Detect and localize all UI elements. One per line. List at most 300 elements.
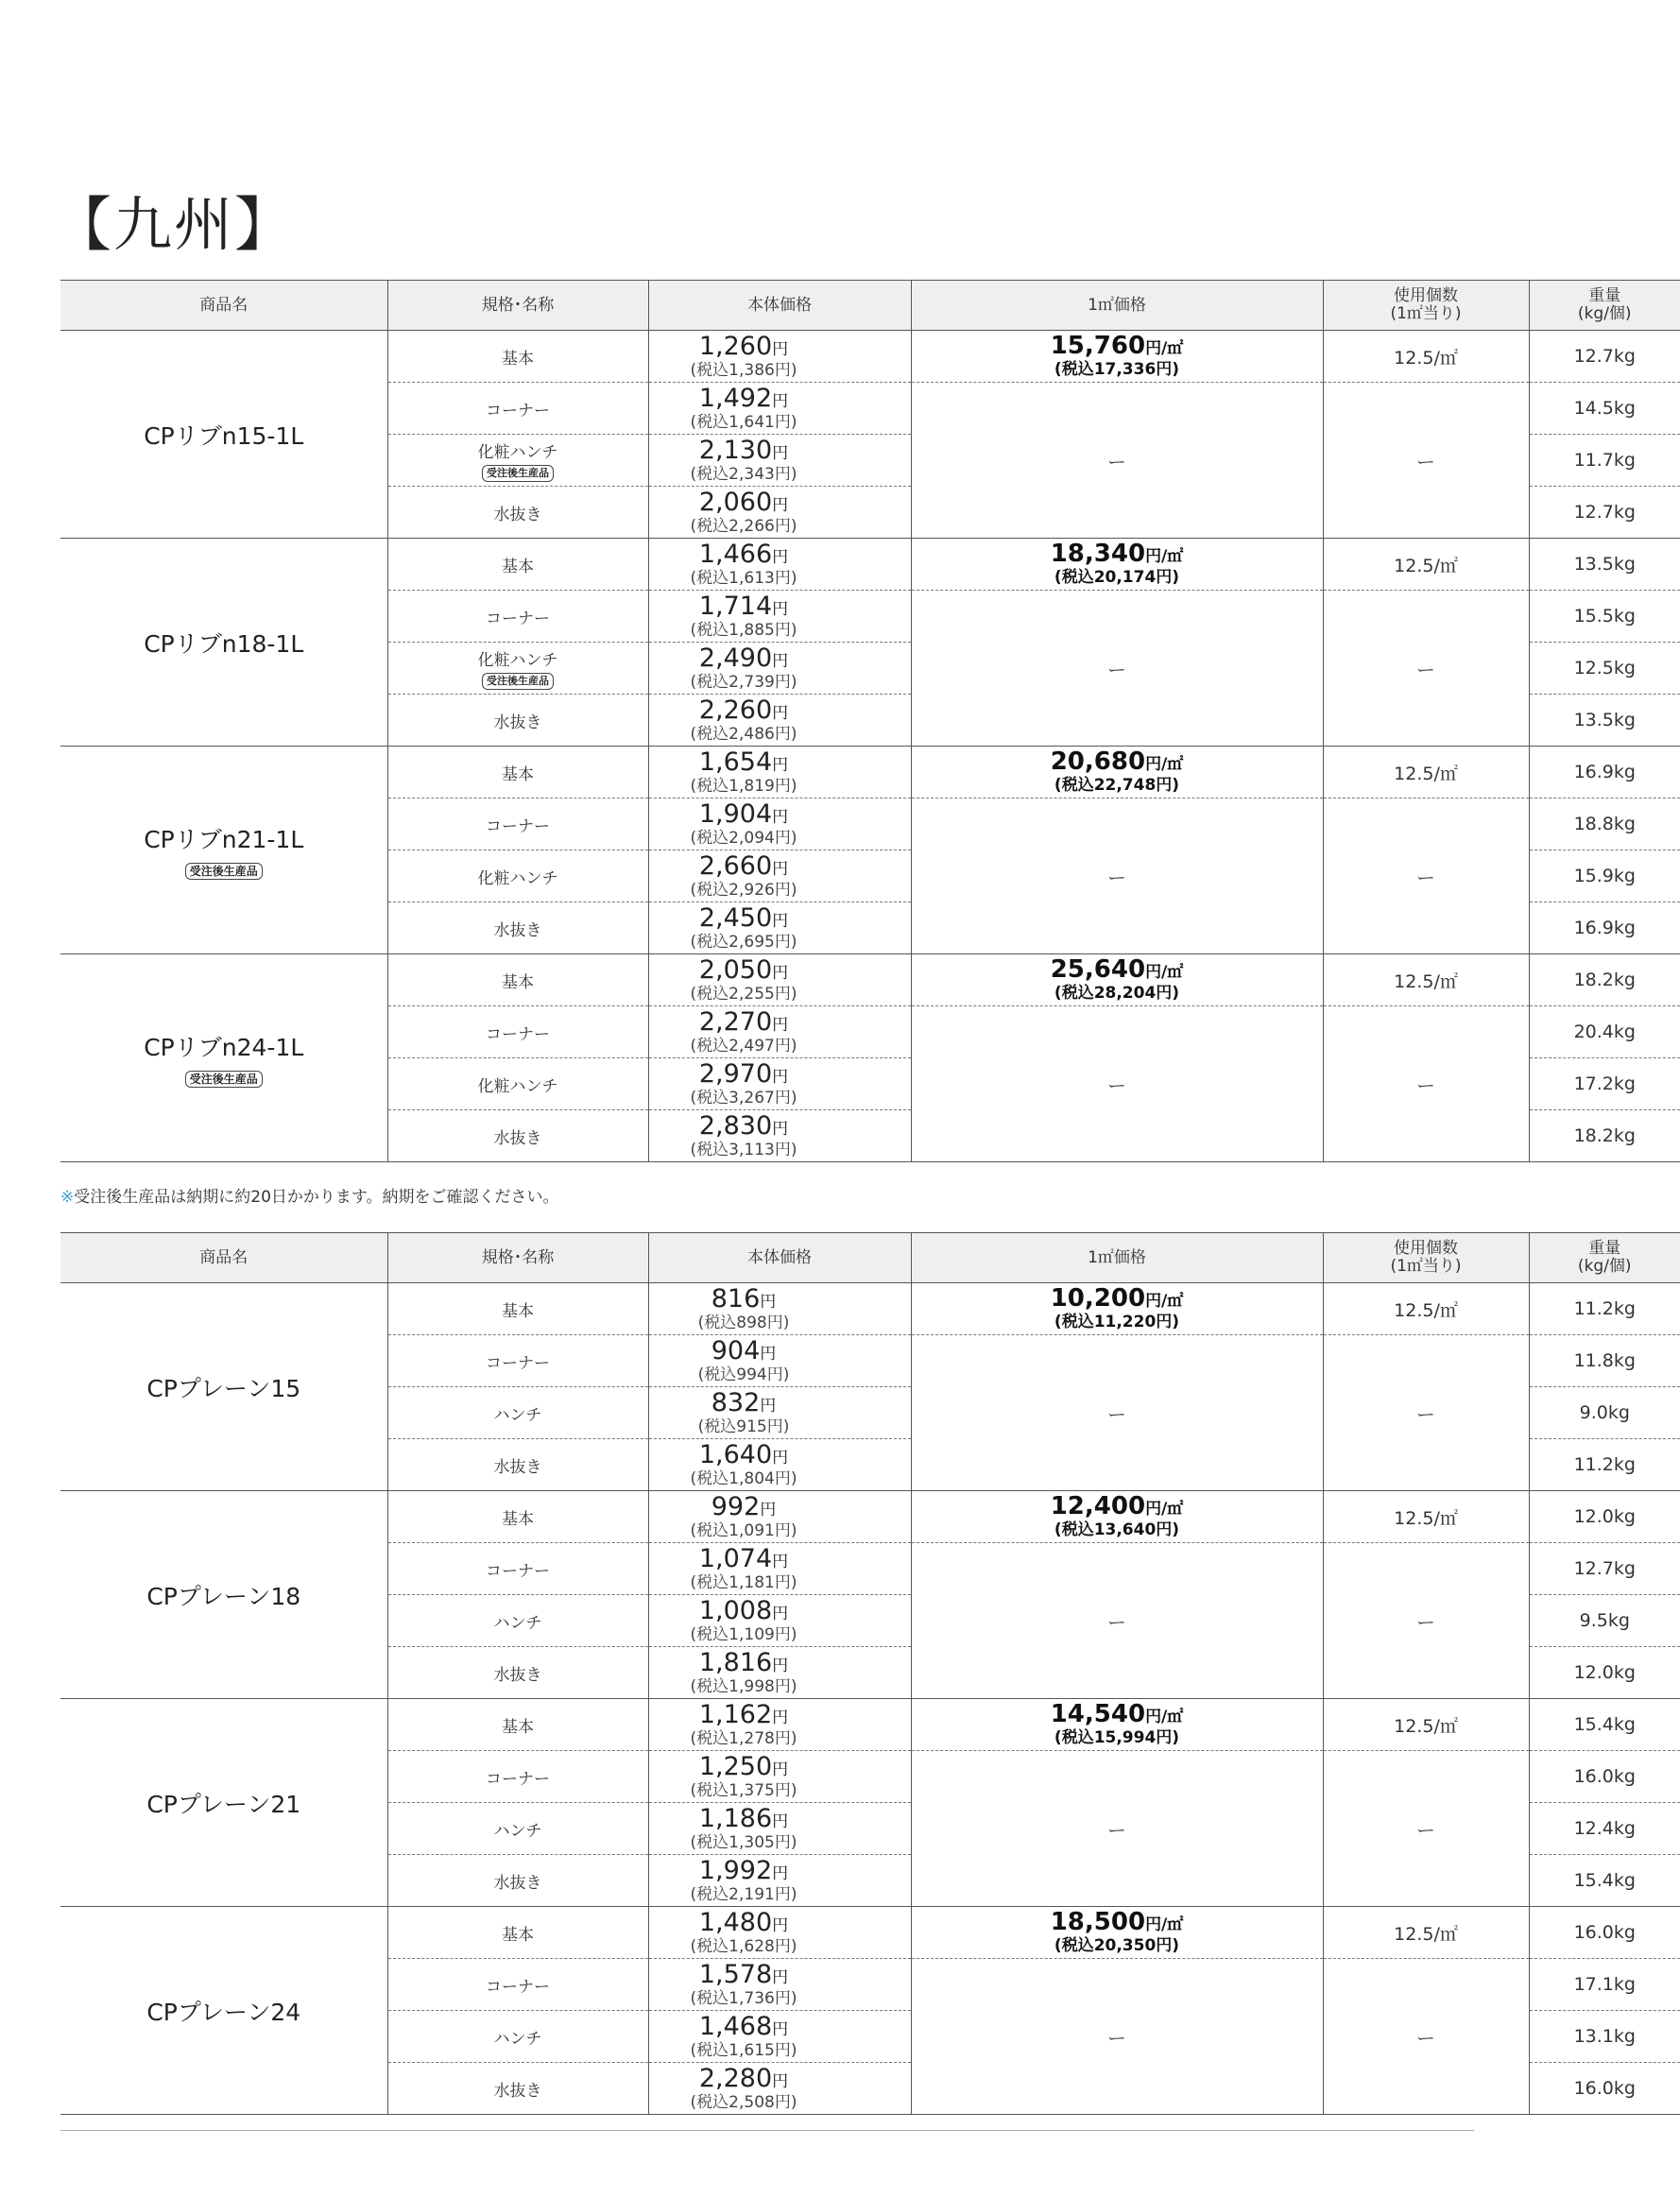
weight-value: 12.7kg: [1573, 346, 1636, 367]
weight-cell: [1529, 1283, 1680, 1335]
uses-value: 12.5/㎡: [1394, 763, 1458, 784]
price-tax-included: (税込1,998円): [690, 1676, 797, 1696]
weight-cell: [1529, 1647, 1680, 1699]
table-row: [60, 539, 1680, 591]
sqm-price-na: [911, 1751, 1323, 1907]
sqm-price-tax-included: (税込15,994円): [1054, 1728, 1180, 1747]
weight-cell: [1529, 1543, 1680, 1595]
product-name-cell: [60, 331, 387, 539]
price-cell: [648, 2011, 911, 2063]
spec-cell: [387, 331, 648, 383]
weight-value: 16.0kg: [1573, 1922, 1636, 1943]
weight-value: 12.0kg: [1573, 1506, 1636, 1527]
yen-unit: 円: [760, 1344, 777, 1364]
uses-value: 12.5/㎡: [1394, 555, 1458, 576]
spec-label: コーナー: [486, 1769, 550, 1789]
spec-label: 水抜き: [493, 920, 542, 940]
product-name: CPリブn15-1L: [144, 421, 304, 450]
price-tax-included: (税込1,885円): [690, 620, 797, 640]
price-value: 2,280: [698, 2063, 773, 2093]
price-tax-included: (税込915円): [697, 1417, 790, 1436]
price-tax-included: (税込2,266円): [690, 516, 797, 536]
spec-label: ハンチ: [493, 1821, 542, 1841]
made-to-order-badge: 受注後生産品: [482, 465, 554, 482]
weight-value: 16.9kg: [1573, 762, 1636, 782]
price-table-plain: [60, 1232, 1680, 2115]
price-tax-included: (税込3,267円): [690, 1088, 797, 1108]
yen-unit: 円: [772, 807, 789, 827]
spec-label: 基本: [502, 972, 534, 992]
spec-cell: [387, 747, 648, 798]
price-cell: [648, 1803, 911, 1855]
weight-cell: [1529, 1803, 1680, 1855]
dash-text: ー: [1416, 1402, 1435, 1426]
dash-text: ー: [1107, 1818, 1126, 1842]
weight-value: 15.5kg: [1573, 606, 1636, 627]
price-tax-included: (税込1,375円): [690, 1780, 797, 1800]
spec-label: 水抜き: [493, 1873, 542, 1893]
sqm-price-na: [911, 1959, 1323, 2115]
price-tax-included: (税込1,736円): [690, 1988, 797, 2008]
spec-label: 基本: [502, 1509, 534, 1529]
weight-value: 11.2kg: [1573, 1298, 1636, 1319]
weight-cell: [1529, 1387, 1680, 1439]
uses-value: 12.5/㎡: [1394, 1299, 1458, 1321]
spec-cell: [387, 1959, 648, 2011]
weight-value: 18.8kg: [1573, 814, 1636, 834]
table-row: [60, 747, 1680, 798]
price-cell: [648, 1491, 911, 1543]
weight-value: 16.0kg: [1573, 2078, 1636, 2099]
uses-per-sqm: [1323, 1283, 1529, 1335]
uses-na: [1323, 1959, 1529, 2115]
spec-label: コーナー: [486, 1024, 550, 1044]
weight-value: 16.9kg: [1573, 918, 1636, 938]
uses-value: 12.5/㎡: [1394, 970, 1458, 992]
weight-value: 15.4kg: [1573, 1714, 1636, 1735]
spec-cell: [387, 850, 648, 902]
spec-label: コーナー: [486, 401, 550, 421]
dash-text: ー: [1107, 2026, 1126, 2050]
price-value: 1,578: [698, 1959, 773, 1989]
header-weight: [1529, 281, 1680, 331]
sqm-price-na: [911, 383, 1323, 539]
spec-cell: [387, 487, 648, 539]
header-spec: [387, 1233, 648, 1283]
yen-unit: 円: [772, 1760, 789, 1779]
header-uses-text: (1㎡当り): [1390, 1257, 1462, 1276]
uses-na: [1323, 383, 1529, 539]
weight-value: 14.5kg: [1573, 398, 1636, 419]
weight-value: 15.9kg: [1573, 866, 1636, 886]
weight-value: 12.0kg: [1573, 1662, 1636, 1683]
product-name-cell: [60, 539, 387, 747]
sqm-price-tax-included: (税込22,748円): [1054, 776, 1180, 795]
weight-cell: [1529, 1751, 1680, 1803]
header-sqm-price-text: 1㎡価格: [1088, 295, 1146, 315]
yen-per-sqm-unit: 円/㎡: [1145, 1292, 1184, 1311]
weight-value: 16.0kg: [1573, 1766, 1636, 1787]
spec-label: コーナー: [486, 1353, 550, 1373]
dash-text: ー: [1416, 1073, 1435, 1097]
price-tax-included: (税込1,109円): [690, 1624, 797, 1644]
yen-unit: 円: [772, 1067, 789, 1087]
price-tax-included: (税込1,091円): [690, 1520, 797, 1540]
uses-na: [1323, 798, 1529, 954]
price-value: 2,130: [698, 435, 773, 465]
sqm-price-na: [911, 591, 1323, 747]
price-cell: [648, 1907, 911, 1959]
spec-cell: [387, 1543, 648, 1595]
price-cell: [648, 747, 911, 798]
sqm-price-cell: [911, 1907, 1323, 1959]
price-value: 1,008: [698, 1595, 773, 1625]
price-cell: [648, 591, 911, 643]
weight-cell: [1529, 331, 1680, 383]
product-name: CPプレーン15: [146, 1374, 301, 1402]
weight-cell: [1529, 798, 1680, 850]
uses-per-sqm: [1323, 1491, 1529, 1543]
note-text: 受注後生産品は納期に約20日かかります。納期をご確認ください。: [74, 1188, 559, 1207]
uses-per-sqm: [1323, 1907, 1529, 1959]
spec-cell: [387, 643, 648, 695]
price-value: 1,466: [698, 539, 773, 569]
yen-unit: 円: [772, 859, 789, 879]
weight-cell: [1529, 747, 1680, 798]
yen-unit: 円: [772, 2071, 789, 2091]
spec-cell: [387, 1699, 648, 1751]
yen-unit: 円: [772, 443, 789, 463]
weight-value: 15.4kg: [1573, 1870, 1636, 1891]
spec-cell: [387, 1283, 648, 1335]
price-cell: [648, 850, 911, 902]
weight-value: 18.2kg: [1573, 970, 1636, 990]
table-end-line: [60, 2130, 1474, 2131]
dash-text: ー: [1107, 658, 1126, 681]
header-uses-text: 使用個数: [1394, 1239, 1458, 1258]
weight-cell: [1529, 1058, 1680, 1110]
price-value: 1,904: [698, 798, 773, 829]
uses-per-sqm: [1323, 747, 1529, 798]
dash-text: ー: [1416, 2026, 1435, 2050]
header-row: [60, 281, 1680, 331]
table-row: [60, 1907, 1680, 1959]
dash-text: ー: [1107, 1073, 1126, 1097]
sqm-price-value: 14,540: [1050, 1700, 1146, 1728]
price-value: 1,162: [698, 1699, 773, 1729]
price-cell: [648, 1335, 911, 1387]
weight-value: 9.5kg: [1579, 1610, 1630, 1631]
weight-cell: [1529, 643, 1680, 695]
uses-na: [1323, 591, 1529, 747]
spec-label: 基本: [502, 1717, 534, 1737]
price-cell: [648, 1647, 911, 1699]
price-cell: [648, 1959, 911, 2011]
uses-na: [1323, 1751, 1529, 1907]
spec-cell: [387, 695, 648, 747]
footnote: [60, 1183, 559, 1207]
weight-cell: [1529, 435, 1680, 487]
yen-unit: 円: [772, 1552, 789, 1571]
sqm-price-tax-included: (税込11,220円): [1054, 1313, 1180, 1331]
weight-cell: [1529, 1110, 1680, 1162]
price-tax-included: (税込2,739円): [690, 672, 797, 692]
uses-per-sqm: [1323, 539, 1529, 591]
price-cell: [648, 1543, 911, 1595]
price-value: 1,468: [698, 2011, 773, 2041]
uses-per-sqm: [1323, 954, 1529, 1006]
sqm-price-cell: [911, 331, 1323, 383]
uses-value: 12.5/㎡: [1394, 1507, 1458, 1529]
sqm-price-tax-included: (税込20,350円): [1054, 1936, 1180, 1955]
weight-cell: [1529, 1907, 1680, 1959]
yen-unit: 円: [772, 1812, 789, 1831]
header-sqm-price-text: 1㎡価格: [1088, 1247, 1146, 1267]
product-name: CPプレーン21: [146, 1790, 301, 1818]
price-value: 2,260: [698, 695, 773, 725]
uses-na: [1323, 1543, 1529, 1699]
price-tax-included: (税込1,613円): [690, 568, 797, 588]
price-cell: [648, 1058, 911, 1110]
yen-unit: 円: [772, 1448, 789, 1468]
yen-unit: 円: [772, 339, 789, 359]
yen-per-sqm-unit: 円/㎡: [1145, 547, 1184, 566]
price-value: 2,490: [698, 643, 773, 673]
sqm-price-cell: [911, 1283, 1323, 1335]
weight-cell: [1529, 539, 1680, 591]
price-tax-included: (税込2,926円): [690, 880, 797, 900]
spec-label: コーナー: [486, 816, 550, 836]
price-tax-included: (税込2,094円): [690, 828, 797, 848]
price-tax-included: (税込1,615円): [690, 2040, 797, 2060]
spec-cell: [387, 2011, 648, 2063]
header-uses: [1323, 1233, 1529, 1283]
sqm-price-value: 18,340: [1050, 540, 1146, 568]
spec-label: 化粧ハンチ: [477, 443, 558, 462]
spec-label: コーナー: [486, 1977, 550, 1997]
price-cell: [648, 695, 911, 747]
price-tax-included: (税込2,255円): [690, 984, 797, 1004]
made-to-order-badge: 受注後生産品: [482, 673, 554, 690]
sqm-price-cell: [911, 1699, 1323, 1751]
spec-cell: [387, 1387, 648, 1439]
spec-cell: [387, 902, 648, 954]
yen-unit: 円: [772, 651, 789, 671]
price-value: 816: [711, 1283, 761, 1314]
spec-label: コーナー: [486, 1561, 550, 1581]
price-cell: [648, 1439, 911, 1491]
yen-unit: 円: [772, 963, 789, 983]
price-value: 1,654: [698, 747, 773, 777]
sqm-price-value: 10,200: [1050, 1284, 1146, 1313]
weight-cell: [1529, 1006, 1680, 1058]
weight-value: 12.7kg: [1573, 502, 1636, 523]
header-price-text: 本体価格: [747, 1247, 812, 1267]
price-cell: [648, 2063, 911, 2115]
price-value: 1,480: [698, 1907, 773, 1937]
spec-cell: [387, 1647, 648, 1699]
dash-text: ー: [1416, 450, 1435, 473]
header-uses: [1323, 281, 1529, 331]
price-cell: [648, 1699, 911, 1751]
spec-cell: [387, 1110, 648, 1162]
header-price-text: 本体価格: [747, 295, 812, 315]
sqm-price-na: [911, 1543, 1323, 1699]
dash-text: ー: [1416, 1818, 1435, 1842]
table-row: [60, 331, 1680, 383]
price-cell: [648, 539, 911, 591]
dash-text: ー: [1107, 450, 1126, 473]
spec-label: 化粧ハンチ: [477, 1076, 558, 1096]
price-value: 2,450: [698, 902, 773, 933]
price-tax-included: (税込2,486円): [690, 724, 797, 744]
price-cell: [648, 1595, 911, 1647]
spec-cell: [387, 1751, 648, 1803]
price-tax-included: (税込994円): [697, 1365, 790, 1384]
price-cell: [648, 643, 911, 695]
yen-unit: 円: [772, 2019, 789, 2039]
sqm-price-cell: [911, 539, 1323, 591]
price-cell: [648, 1006, 911, 1058]
price-tax-included: (税込2,343円): [690, 464, 797, 484]
weight-cell: [1529, 591, 1680, 643]
dash-text: ー: [1107, 866, 1126, 889]
spec-label: コーナー: [486, 609, 550, 628]
table-row: [60, 1491, 1680, 1543]
spec-label: 水抜き: [493, 1128, 542, 1148]
spec-label: 基本: [502, 349, 534, 369]
spec-label: ハンチ: [493, 2029, 542, 2049]
header-price: [648, 1233, 911, 1283]
spec-cell: [387, 1595, 648, 1647]
price-cell: [648, 1283, 911, 1335]
weight-value: 12.4kg: [1573, 1818, 1636, 1839]
weight-cell: [1529, 1439, 1680, 1491]
price-tax-included: (税込2,191円): [690, 1884, 797, 1904]
header-row: [60, 1233, 1680, 1283]
weight-value: 9.0kg: [1579, 1402, 1630, 1423]
price-value: 1,260: [698, 331, 773, 361]
price-tax-included: (税込2,508円): [690, 2092, 797, 2112]
price-value: 1,714: [698, 591, 773, 621]
spec-label: 水抜き: [493, 1665, 542, 1685]
weight-value: 11.2kg: [1573, 1454, 1636, 1475]
product-name-cell: [60, 1907, 387, 2115]
yen-unit: 円: [772, 391, 789, 411]
sqm-price-na: [911, 1335, 1323, 1491]
price-tax-included: (税込1,305円): [690, 1832, 797, 1852]
sqm-price-value: 20,680: [1050, 747, 1146, 776]
weight-cell: [1529, 487, 1680, 539]
price-value: 1,492: [698, 383, 773, 413]
weight-cell: [1529, 954, 1680, 1006]
weight-cell: [1529, 383, 1680, 435]
yen-per-sqm-unit: 円/㎡: [1145, 755, 1184, 774]
weight-value: 17.1kg: [1573, 1974, 1636, 1995]
uses-value: 12.5/㎡: [1394, 1923, 1458, 1945]
weight-value: 12.5kg: [1573, 658, 1636, 678]
dash-text: ー: [1107, 1402, 1126, 1426]
spec-cell: [387, 1006, 648, 1058]
yen-unit: 円: [772, 911, 789, 931]
sqm-price-tax-included: (税込20,174円): [1054, 568, 1180, 587]
price-tax-included: (税込1,181円): [690, 1572, 797, 1592]
spec-label: 水抜き: [493, 2081, 542, 2101]
yen-unit: 円: [772, 599, 789, 619]
product-name: CPプレーン18: [146, 1582, 301, 1610]
price-cell: [648, 1751, 911, 1803]
spec-cell: [387, 1058, 648, 1110]
price-value: 1,992: [698, 1855, 773, 1885]
price-value: 2,970: [698, 1058, 773, 1089]
product-name-cell: [60, 1283, 387, 1491]
product-name: CPリブn18-1L: [144, 629, 304, 658]
dash-text: ー: [1416, 1610, 1435, 1634]
price-tax-included: (税込2,497円): [690, 1036, 797, 1056]
header-name-text: 商品名: [199, 295, 249, 315]
sqm-price-cell: [911, 747, 1323, 798]
uses-na: [1323, 1335, 1529, 1491]
uses-value: 12.5/㎡: [1394, 347, 1458, 369]
sqm-price-value: 15,760: [1050, 332, 1146, 360]
price-value: 2,660: [698, 850, 773, 881]
price-tax-included: (税込1,819円): [690, 776, 797, 796]
weight-cell: [1529, 1595, 1680, 1647]
price-value: 2,830: [698, 1110, 773, 1141]
header-spec: [387, 281, 648, 331]
uses-per-sqm: [1323, 331, 1529, 383]
weight-cell: [1529, 1335, 1680, 1387]
sqm-price-tax-included: (税込17,336円): [1054, 360, 1180, 379]
yen-unit: 円: [760, 1292, 777, 1312]
spec-label: 基本: [502, 1925, 534, 1945]
weight-value: 12.7kg: [1573, 1558, 1636, 1579]
price-value: 904: [711, 1335, 761, 1365]
header-weight-text: (kg/個): [1577, 304, 1632, 323]
price-cell: [648, 902, 911, 954]
spec-cell: [387, 1907, 648, 1959]
yen-per-sqm-unit: 円/㎡: [1145, 963, 1184, 982]
yen-per-sqm-unit: 円/㎡: [1145, 1500, 1184, 1519]
weight-cell: [1529, 2063, 1680, 2115]
table-row: [60, 954, 1680, 1006]
price-tax-included: (税込1,278円): [690, 1728, 797, 1748]
price-tax-included: (税込1,804円): [690, 1468, 797, 1488]
price-value: 1,186: [698, 1803, 773, 1833]
spec-cell: [387, 539, 648, 591]
weight-value: 13.5kg: [1573, 554, 1636, 575]
price-tax-included: (税込898円): [697, 1313, 790, 1332]
spec-label: 化粧ハンチ: [477, 868, 558, 888]
sqm-price-value: 18,500: [1050, 1908, 1146, 1936]
spec-cell: [387, 2063, 648, 2115]
yen-unit: 円: [772, 495, 789, 515]
header-uses-text: (1㎡当り): [1390, 304, 1462, 323]
spec-cell: [387, 1335, 648, 1387]
sqm-price-tax-included: (税込28,204円): [1054, 984, 1180, 1003]
spec-label: 水抜き: [493, 505, 542, 524]
uses-per-sqm: [1323, 1699, 1529, 1751]
price-cell: [648, 435, 911, 487]
weight-cell: [1529, 902, 1680, 954]
yen-per-sqm-unit: 円/㎡: [1145, 339, 1184, 358]
yen-unit: 円: [772, 1915, 789, 1935]
yen-unit: 円: [772, 547, 789, 567]
price-table-rib: [60, 280, 1680, 1162]
dash-text: ー: [1107, 1610, 1126, 1634]
table-row: [60, 1283, 1680, 1335]
spec-cell: [387, 591, 648, 643]
